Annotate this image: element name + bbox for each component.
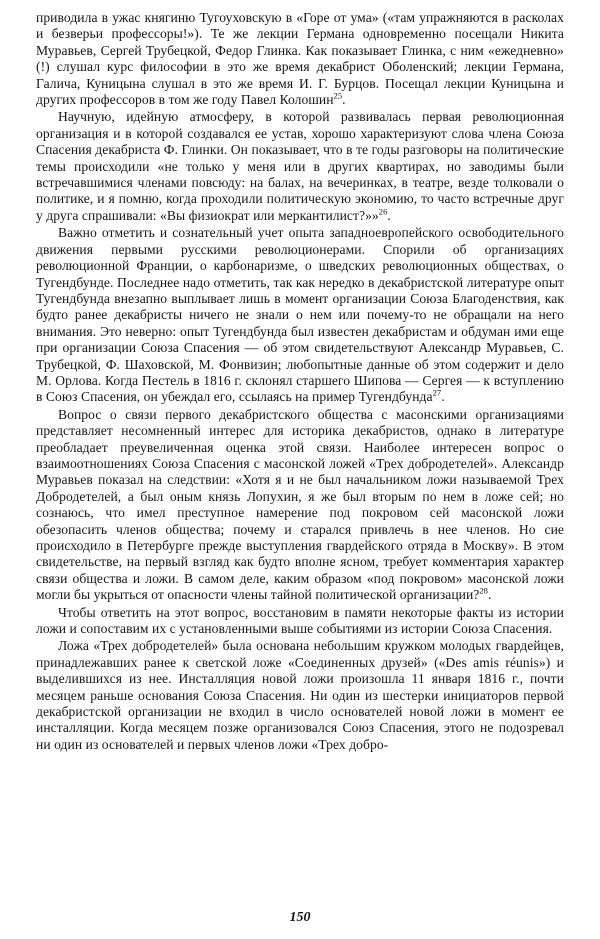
page-number: 150 — [289, 910, 311, 925]
paragraph-1: приводила в ужас княгиню Тугоуховскую в «Горе от ума» («там упражняются в расколах и безверьи профессоры!»). Те же лекции Германа одновременно посещали Никита Муравьев, Сергей Трубецкой, Федор Глинка. Как показывает Глинка, с ним «ежедневно» (!) слушал курс философии в это же время декабрист Оболенский; лекции Германа, Галича, Куницына слушал в это же время И. Г. Бурцов. Посещал лекции Куницына и других профессоров в том же году Павел Колошин$^{25}$. — [36, 10, 564, 108]
footnote-marker: 25 — [333, 90, 343, 101]
paragraph-3: Важно отметить и сознательный учет опыта западноевропейского освободительного движения первыми русскими революционерами. Спорили об организациях революционной Франции, о карбонаризме, о шведских революционных обществах, о Тугендбунде. Последнее надо отметить, так как нередко в декабристской литературе опыт Тугендбунда внезапно выплывает лишь в момент организации Союза Благоденствия, как будто ранее декабристы ничего не знали о нем или почему-то не обращали на него внимания. Это неверно: опыт Тугендбунда был известен декабристам и обдуман ими еще при организации Союза Спасения — об этом свидетельствуют Александр Муравьев, С. Трубецкой, Ф. Шаховской, М. Фонвизин; любопытные данные об этом содержит и дело М. Орлова. Когда Пестель в 1816 г. склонял старшего Шипова — Сергея — к вступлению в Союз Спасения, он убеждал его, ссылаясь на пример Тугендбунда$^{27}$. — [36, 225, 564, 405]
footnote-marker: 27 — [432, 387, 442, 398]
footnote-marker: 26 — [378, 206, 388, 217]
paragraph-5: Чтобы ответить на этот вопрос, восстановим в памяти некоторые факты из истории ложи и сопоставим их с установленными выше событиями из истории Союза Спасения. — [36, 604, 564, 637]
paragraph-4: Вопрос о связи первого декабристского общества с масонскими организациями представляет несомненный интерес для историка декабристов, однако в литературе преобладает преувеличенная оценка этой связи. Наиболее интересен вопрос о взаимоотношениях Союза Спасения с масонской ложей «Трех добродетелей». Александр Муравьев показал на следствии: «Хотя я и не был начальником ложи называемой Трех Добродетелей, а был оным князь Лопухин, я же был вторым по нем в ложе сей; но сознаюсь, что имел преступное намерение под покровом сей масонской ложи обезопасить членов общества; почему и старался привлечь в нее членов. Но сие происходило в Петербурге прежде выступления гвардейского отряда в Москву». В этом свидетельстве, на первый взгляд как будто вполне ясном, требует комментария характер связи общества и ложи. В самом деле, каким образом «под покровом» масонской ложи могли бы укрыться от опасности члены тайной политической организации?$^{28}$. — [36, 406, 564, 603]
paragraph-2: Научную, идейную атмосферу, в которой развивалась первая революционная организация и в которой создавался ее устав, хорошо характеризуют слова члена Союза Спасения декабриста Ф. Глинки. Он показывает, что в те годы разговоры на политические темы происходили «не только у меня или в других квартирах, но заводимы были встречавшимися членами повсюду: на балах, на вечеринках, в театре, везде толковали о политике, и я помню, когда проходили политическую экономию, то часто встречные друг у друга спрашивали: «Вы физиократ или меркантилист?»»$^{26}$. — [36, 109, 564, 223]
page-text — [36, 10, 564, 753]
paragraph-6: Ложа «Трех добродетелей» была основана небольшим кружком молодых гвардейцев, принадлежавших ранее к светской ложе «Соединенных друзей» («Des amis réunis») и выделившихся из нее. Инсталляция новой ложи произошла 11 января 1816 г., почти месяцем раньше основания Союза Спасения. Ни один из шестерки инициаторов первой декабристской организации не входил в число основателей новой ложи в момент ее инсталляции. Когда месяцем позже организовался Союз Спасения, этого не подозревал ни один из основателей и первых членов ложи «Трех добро- — [36, 638, 564, 752]
footnote-marker: 28 — [479, 585, 488, 596]
